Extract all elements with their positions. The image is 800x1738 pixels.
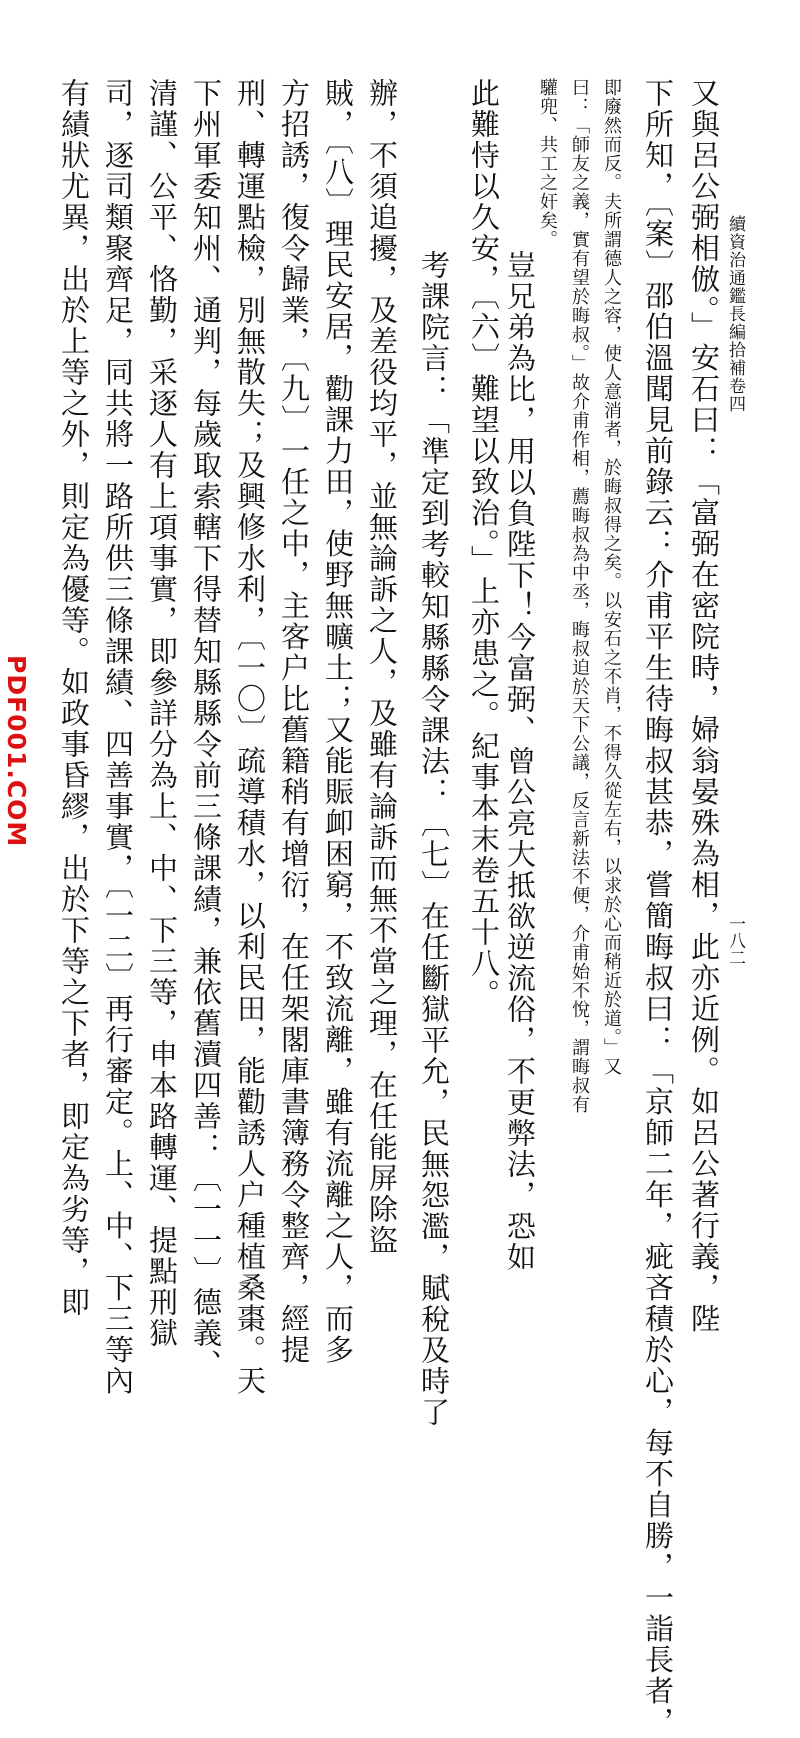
inserted-text-line: 豈兄弟為比，用以負陛下！今富弼、曾公亮大抵欲逆流俗，不更弊法，恐如: [503, 250, 537, 1273]
text-column-14: 司，逐司類聚齊足，同共將一路所供三條課績、四善事實，〔一二〕再行審定。上、中、下三等內: [101, 78, 135, 1397]
text-column-15: 有績狀尤異，出於上等之外，則定為優等。如政事昏繆，出於下等之下者，即定為劣等，即: [57, 78, 91, 1318]
text-column-13: 清謹、公平、恪勤，采逐人有上項事實，即參詳分為上、中、下三等，申本路轉運、提點刑獄: [145, 78, 179, 1349]
text-column-1: 又與呂公弼相倣。」安石曰：「富弼在密院時，婦翁晏殊為相，此亦近例。如呂公著行義，陛: [687, 78, 721, 1335]
watermark-logo: PDF001.COM: [2, 655, 31, 848]
text-column-10: 方招誘，復令歸業，〔九〕一任之中，主客户比舊籍稍有增衍，在任架閣庫書簿務令整齊，經提: [277, 78, 311, 1366]
text-column-7: 考課院言：「準定到考較知縣縣令課法：〔七〕在任斷獄平允，民無怨濫，賦稅及時了: [417, 250, 451, 1428]
note-column-4: 曰：「師友之義，實有望於晦叔。」故介甫作相，薦晦叔為中丞，晦叔迫於天下公議，反言新法不便，介甫始不悅，謂晦叔有: [569, 78, 590, 1114]
text-column-12: 下州軍委知州、通判，每歲取索轄下得替知縣縣令前三條課績，兼依舊瀆四善：〔一一〕德義、: [189, 78, 223, 1380]
text-column-8: 辦，不須追擾，及差役均平，並無論訴之人，及雖有論訴而無不當之理，在任能屏除盜: [365, 78, 399, 1256]
note-column-3: 即廢然而反。夫所謂德人之容，使人意消者，於晦叔得之矣。以安石之不肖，不得久從左右，以求於心而稍近於道。」又: [601, 78, 622, 1076]
text-column-6: 此難恃以久安，〔六〕難望以致治。」上亦患之。紀事本末卷五十八。: [467, 78, 501, 1010]
text-column-11: 刑、轉運點檢，別無散失；及興修水利，〔一〇〕疏導積水，以利民田，能勸誘人户種植桑棗。天: [233, 78, 267, 1397]
text-column-2: 下所知，〔案〕邵伯溫聞見前錄云：介甫平生待晦叔甚恭，嘗簡晦叔曰：「京師二年，疵吝積於心，每不自勝，一詣長者，: [641, 78, 675, 1738]
text-column-9: 賊，〔八〕理民安居，勸課力田，使野無曠土；又能賑卹困窮，不致流離，雖有流離之人，而多: [321, 78, 355, 1366]
page-number: 一八二: [725, 915, 745, 966]
note-column-5: 驩兜、共工之奸矣。: [537, 78, 558, 249]
book-title-header: 續資治通鑑長編拾補卷四: [725, 215, 745, 413]
